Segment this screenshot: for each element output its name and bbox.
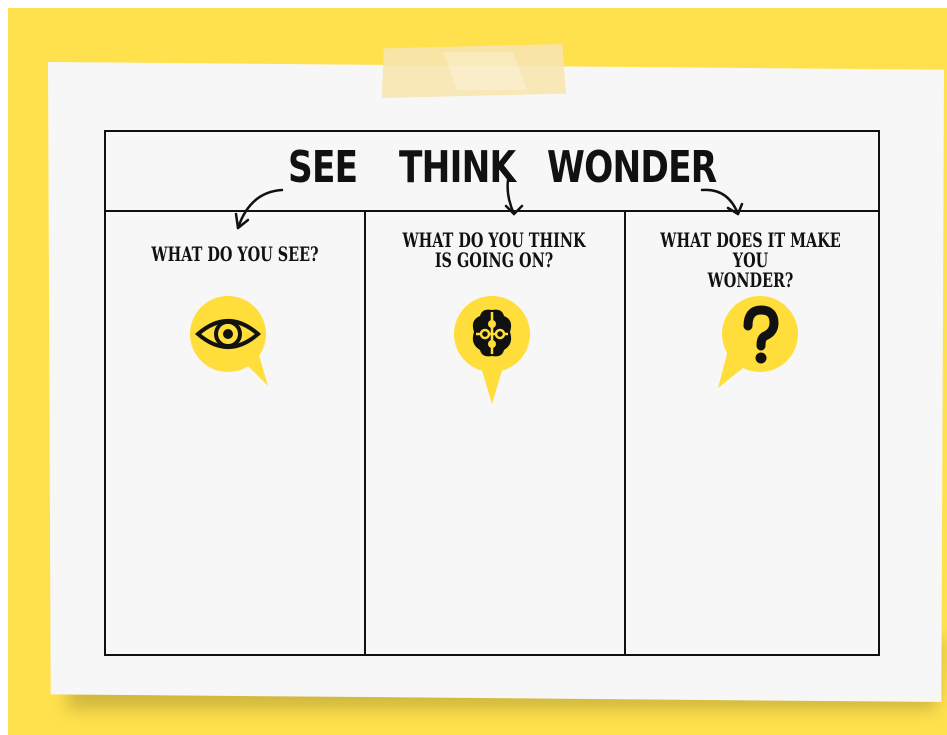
column-think[interactable]	[364, 210, 626, 654]
title-think: THINK	[399, 142, 516, 193]
prompt-see	[142, 244, 328, 264]
tape-strip	[380, 44, 566, 98]
title-see: SEE	[288, 142, 358, 193]
column-see[interactable]	[106, 210, 366, 654]
question-mark-icon	[718, 294, 800, 390]
eye-icon	[188, 294, 268, 390]
prompt-wonder-line1: WHAT DOES IT MAKE YOU	[660, 228, 841, 272]
prompt-think-line1: WHAT DO YOU THINK	[402, 228, 586, 252]
tape-crease	[443, 52, 527, 90]
prompt-wonder	[659, 230, 841, 290]
column-wonder[interactable]	[624, 210, 877, 654]
brain-puzzle-icon	[452, 294, 532, 404]
prompt-see-line1: WHAT DO YOU SEE?	[151, 242, 319, 266]
prompt-wonder-line2: WONDER?	[707, 268, 794, 292]
prompt-think-line2: IS GOING ON?	[434, 248, 554, 272]
title-wonder: WONDER	[547, 142, 717, 193]
prompt-think	[400, 230, 587, 270]
title-row	[106, 132, 878, 212]
